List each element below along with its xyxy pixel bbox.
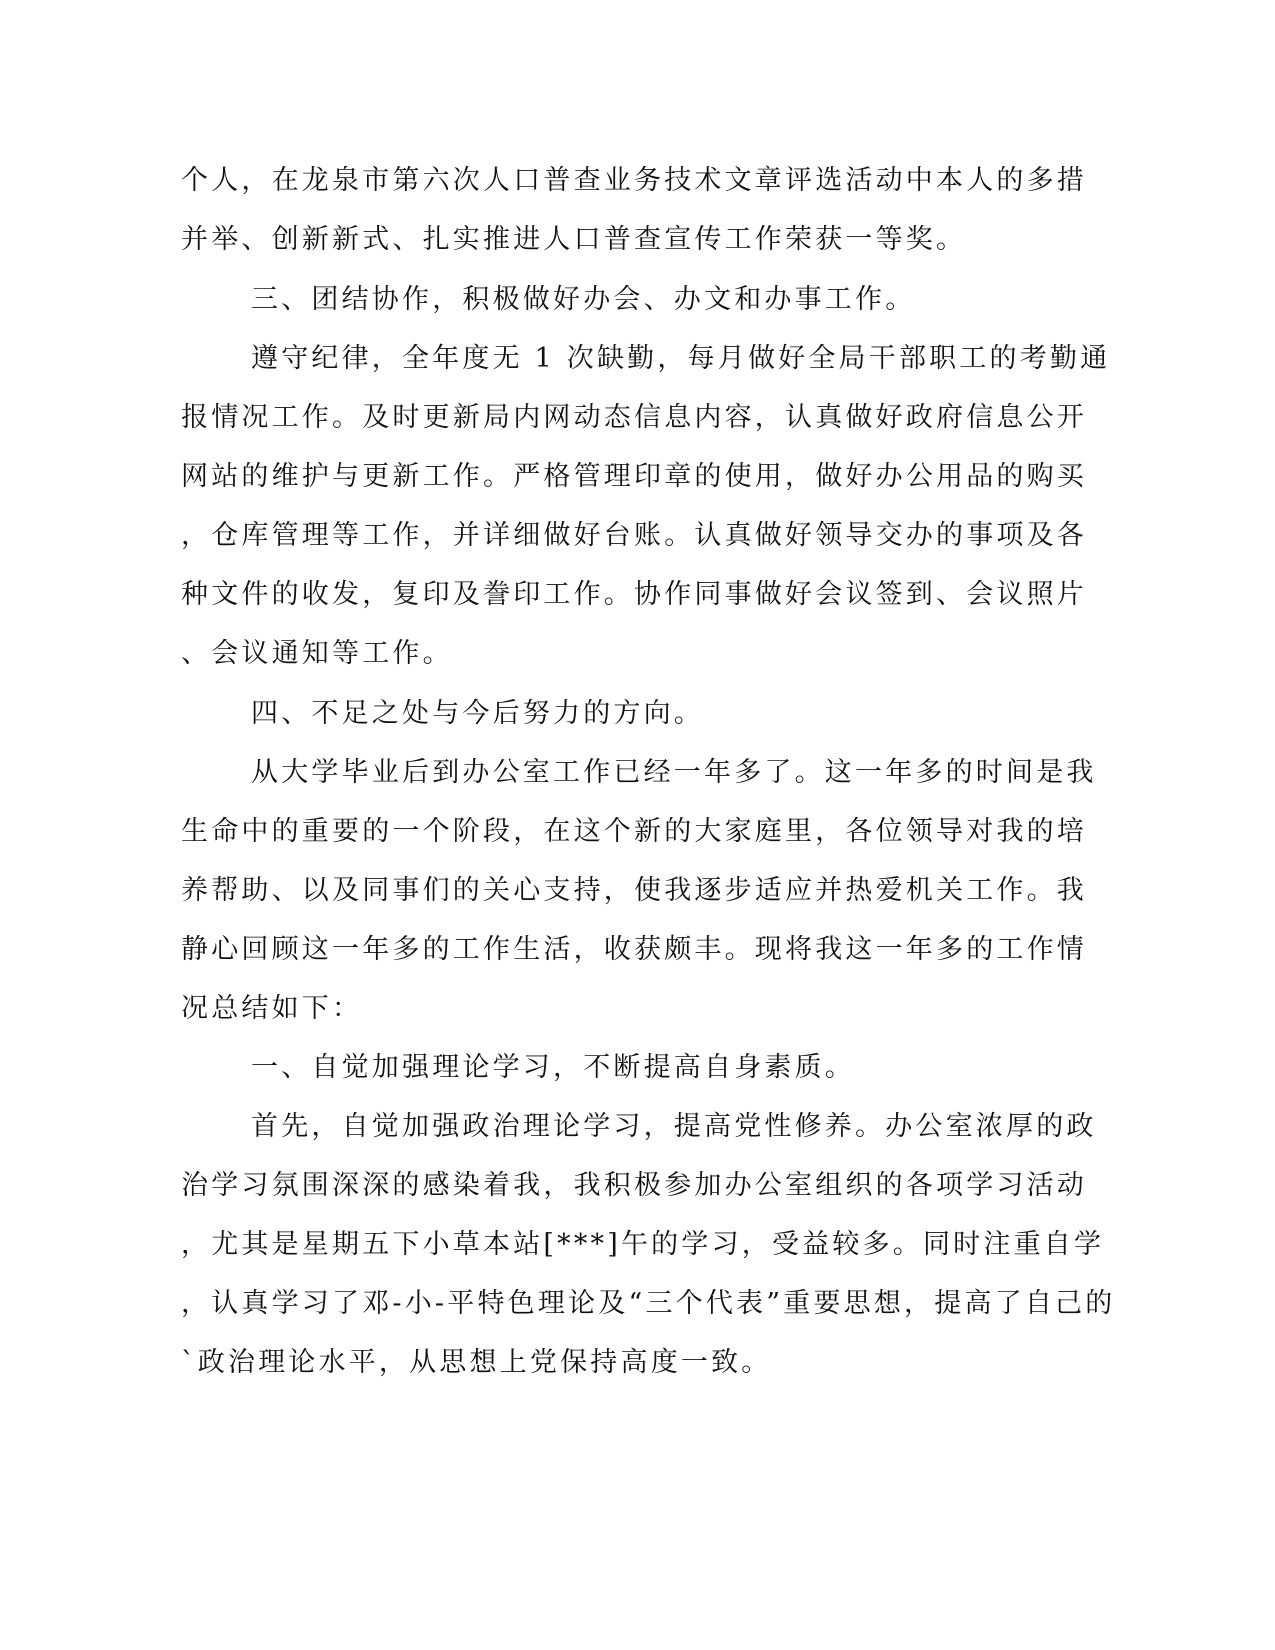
section-heading: 四、不足之处与今后努力的方向。 xyxy=(251,698,704,729)
text-line: 静心回顾这一年多的工作生活，收获颇丰。现将我这一年多的工作情 xyxy=(181,934,1087,965)
text-line: 网站的维护与更新工作。严格管理印章的使用，做好办公用品的购买 xyxy=(181,461,1087,492)
text-line: 治学习氛围深深的感染着我，我积极参加办公室组织的各项学习活动 xyxy=(181,1170,1087,1201)
text-line: 况总结如下： xyxy=(181,993,363,1024)
text-line: 并举、创新新式、扎实推进人口普查宣传工作荣获一等奖。 xyxy=(181,224,967,255)
text-line: ，尤其是星期五下小草本站[***]午的学习，受益较多。同时注重自学 xyxy=(181,1229,1105,1260)
text-line: ，仓库管理等工作，并详细做好台账。认真做好领导交办的事项及各 xyxy=(181,520,1087,551)
text-line: 报情况工作。及时更新局内网动态信息内容，认真做好政府信息公开 xyxy=(181,402,1087,433)
text-line: 、会议通知等工作。 xyxy=(181,638,453,669)
text-line: `政治理论水平，从思想上党保持高度一致。 xyxy=(181,1347,772,1378)
text-line: 种文件的收发，复印及誊印工作。协作同事做好会议签到、会议照片 xyxy=(181,579,1087,610)
text-line: 首先，自觉加强政治理论学习，提高党性修养。办公室浓厚的政 xyxy=(251,1111,1097,1142)
text-line: ，认真学习了邓-小-平特色理论及“三个代表”重要思想，提高了自己的 xyxy=(181,1288,1116,1319)
section-heading: 一、自觉加强理论学习，不断提高自身素质。 xyxy=(251,1052,855,1083)
text-line: 生命中的重要的一个阶段，在这个新的大家庭里，各位领导对我的培 xyxy=(181,816,1087,847)
text-line: 遵守纪律，全年度无 1 次缺勤，每月做好全局干部职工的考勤通 xyxy=(251,343,1111,374)
section-heading: 三、团结协作，积极做好办会、办文和办事工作。 xyxy=(251,284,916,315)
text-line: 养帮助、以及同事们的关心支持，使我逐步适应并热爱机关工作。我 xyxy=(181,875,1087,906)
text-line: 从大学毕业后到办公室工作已经一年多了。这一年多的时间是我 xyxy=(251,757,1097,788)
text-line: 个人，在龙泉市第六次人口普查业务技术文章评选活动中本人的多措 xyxy=(181,165,1087,196)
